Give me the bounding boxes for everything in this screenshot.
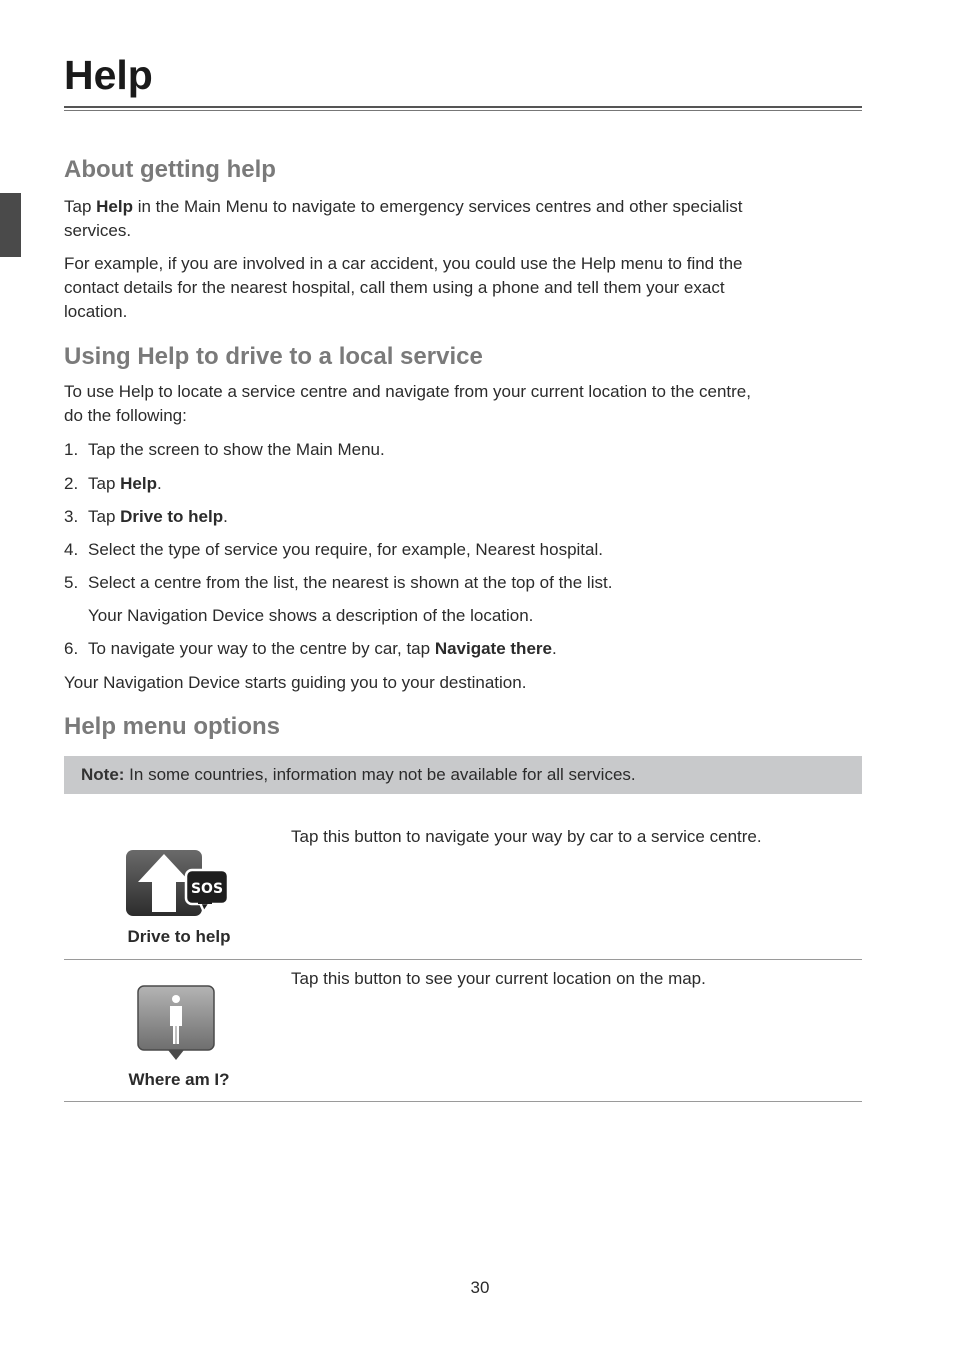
heading-using-help: Using Help to drive to a local service: [64, 343, 483, 370]
option-desc-where-am-i: Tap this button to see your current location on the map.: [291, 969, 706, 988]
note-text: In some countries, information may not be available for all services.: [124, 765, 636, 784]
option-label-drive-to-help: Drive to help: [127, 927, 231, 946]
step-2: 2. Tap Help.: [64, 474, 162, 493]
option-desc-drive-to-help: Tap this button to navigate your way by car to a service centre.: [291, 827, 762, 846]
option-divider: [64, 959, 862, 960]
step-4: 4. Select the type of service you require, for example, Nearest hospital.: [64, 540, 603, 559]
title-rule-thin: [64, 110, 862, 111]
heading-help-menu-options: Help menu options: [64, 713, 280, 740]
title-rule: [64, 106, 862, 108]
heading-about-getting-help: About getting help: [64, 156, 276, 183]
note-box: [64, 756, 862, 794]
page-title: Help: [64, 52, 153, 98]
option-divider-bottom: [64, 1101, 862, 1102]
step-1: 1. Tap the screen to show the Main Menu.: [64, 440, 385, 459]
page-number: 30: [470, 1278, 490, 1297]
where-am-i-icon[interactable]: [136, 984, 218, 1064]
chapter-tab-marker: [0, 193, 21, 257]
step-6: 6. To navigate your way to the centre by car, tap Navigate there.: [64, 639, 557, 658]
about-paragraph-2: For example, if you are involved in a car accident, you could use the Help menu to find the contact details for the nearest hospital, call them using a phone and tell them your exact location.: [64, 254, 743, 321]
using-outro: Your Navigation Device starts guiding you to your destination.: [64, 673, 527, 692]
option-label-where-am-i: Where am I?: [128, 1070, 230, 1089]
about-paragraph-1: Tap Help in the Main Menu to navigate to emergency services centres and other specialist services.: [64, 197, 743, 240]
step-5-detail: Your Navigation Device shows a description of the location.: [88, 606, 534, 625]
step-3: 3. Tap Drive to help.: [64, 507, 228, 526]
drive-to-help-icon[interactable]: [124, 846, 232, 920]
using-intro: To use Help to locate a service centre and navigate from your current location to the centre, do the following:: [64, 382, 751, 425]
step-5: 5. Select a centre from the list, the nearest is shown at the top of the list.: [64, 573, 613, 592]
help-keyword: Help: [96, 197, 133, 216]
note-label: Note:: [81, 765, 125, 784]
sos-badge: SOS: [190, 881, 224, 897]
